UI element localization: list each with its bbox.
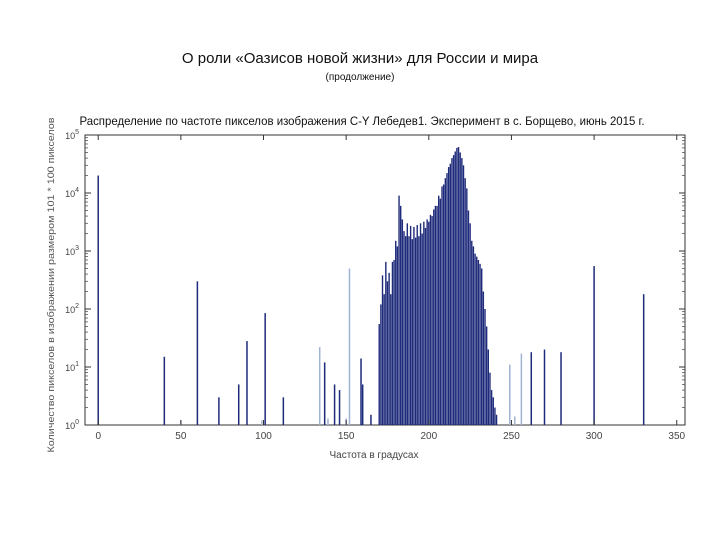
bar-dense bbox=[461, 158, 462, 425]
bar bbox=[324, 362, 326, 425]
bar bbox=[339, 390, 341, 425]
bar bbox=[197, 281, 199, 425]
bars-layer bbox=[97, 147, 644, 425]
bar bbox=[334, 384, 336, 425]
x-tick-label: 100 bbox=[255, 431, 272, 442]
bar-dense bbox=[471, 241, 472, 425]
bar bbox=[643, 294, 645, 425]
bar-dense bbox=[458, 147, 459, 425]
bar-dense bbox=[408, 236, 409, 425]
bar-dense bbox=[435, 206, 436, 425]
bar-dense bbox=[493, 397, 494, 425]
bar-dense bbox=[417, 225, 418, 425]
bar-dense bbox=[397, 246, 398, 425]
y-tick-label: $10^5$ bbox=[65, 129, 79, 141]
bar-dense bbox=[448, 167, 449, 425]
bar-dense bbox=[450, 164, 451, 425]
x-tick-label: 0 bbox=[95, 431, 102, 442]
bar-dense bbox=[445, 178, 446, 425]
bar-dense bbox=[431, 216, 432, 425]
bar-dense bbox=[440, 199, 441, 425]
bar-dense bbox=[410, 226, 411, 425]
x-tick-label: 350 bbox=[668, 431, 686, 442]
bar-dense bbox=[425, 228, 426, 425]
axes-frame bbox=[85, 135, 685, 425]
bar bbox=[164, 357, 166, 425]
bar bbox=[370, 415, 372, 425]
bar-dense bbox=[476, 257, 477, 425]
bar-dense bbox=[402, 219, 403, 425]
bar-dense bbox=[379, 324, 380, 425]
bar-dense bbox=[438, 196, 439, 425]
bar-dense bbox=[415, 238, 416, 425]
bar-dense bbox=[451, 158, 452, 425]
bar-dense bbox=[393, 260, 394, 425]
bar-dense bbox=[405, 236, 406, 425]
bar-dense bbox=[385, 262, 386, 425]
y-tick-label: $10^2$ bbox=[65, 303, 79, 315]
bar bbox=[360, 359, 362, 425]
bar-dense bbox=[481, 268, 482, 425]
slide-title: О роли «Оазисов новой жизни» для России и мира bbox=[181, 50, 539, 67]
bar-dense bbox=[453, 155, 454, 425]
bar bbox=[521, 354, 523, 425]
bar-dense bbox=[430, 215, 431, 425]
bar-dense bbox=[428, 222, 429, 425]
bar-dense bbox=[484, 309, 485, 425]
bar-dense bbox=[423, 222, 424, 425]
bar-dense bbox=[400, 206, 401, 425]
x-tick-label: 250 bbox=[503, 431, 520, 442]
bar-dense bbox=[403, 231, 404, 425]
bar bbox=[283, 397, 285, 425]
bar-dense bbox=[412, 239, 413, 425]
bar-dense bbox=[460, 152, 461, 425]
bar-dense bbox=[446, 173, 447, 425]
bar bbox=[218, 397, 220, 425]
bar bbox=[246, 341, 248, 425]
bar bbox=[560, 352, 562, 425]
bar-dense bbox=[463, 165, 464, 425]
y-tick-label: $10^0$ bbox=[65, 419, 79, 431]
bar-dense bbox=[398, 196, 399, 425]
bar-dense bbox=[382, 275, 383, 425]
x-tick-label: 200 bbox=[420, 431, 438, 442]
bar-dense bbox=[483, 292, 484, 425]
bar-dense bbox=[489, 373, 490, 425]
bar-dense bbox=[436, 206, 437, 425]
bar bbox=[261, 420, 263, 425]
bar bbox=[319, 347, 321, 425]
bar bbox=[327, 418, 329, 425]
bar bbox=[593, 266, 595, 425]
y-tick-label: $10^3$ bbox=[65, 245, 79, 257]
bar bbox=[97, 176, 99, 425]
bar-dense bbox=[418, 236, 419, 425]
bar bbox=[349, 268, 351, 425]
bar bbox=[264, 313, 266, 425]
bar-dense bbox=[426, 219, 427, 425]
plot-frame bbox=[85, 135, 685, 425]
bar-dense bbox=[486, 326, 487, 425]
bar-dense bbox=[488, 350, 489, 425]
x-axis-label: Частота в градусах bbox=[329, 450, 419, 461]
bar-dense bbox=[407, 223, 408, 425]
x-tick-label: 300 bbox=[585, 431, 603, 442]
y-axis-label-group bbox=[46, 117, 56, 452]
bar-dense bbox=[395, 241, 396, 425]
bar-dense bbox=[392, 262, 393, 425]
bar-dense bbox=[421, 234, 422, 425]
bar-dense bbox=[420, 223, 421, 425]
bar-dense bbox=[380, 304, 381, 425]
bar bbox=[531, 352, 533, 425]
bar-dense bbox=[433, 209, 434, 425]
y-axis-label: Количество пикселов в изображении размером 101 * 100 пикселов bbox=[46, 172, 56, 453]
bar-dense bbox=[479, 264, 480, 425]
chart-figure bbox=[40, 105, 700, 470]
chart-title: Распределение по частоте пикселов изображения C-Y Лебедев1. Эксперимент в с. Борщево, июнь 2015 г. bbox=[79, 114, 645, 128]
bar-dense bbox=[390, 294, 391, 425]
y-tick-label: $10^4$ bbox=[65, 187, 79, 199]
bar bbox=[544, 350, 546, 425]
bar-dense bbox=[456, 148, 457, 425]
bar-dense bbox=[383, 294, 384, 425]
bar-dense bbox=[469, 223, 470, 425]
bar-dense bbox=[413, 227, 414, 425]
bar-dense bbox=[496, 415, 497, 425]
bar-dense bbox=[468, 210, 469, 425]
x-tick-label: 150 bbox=[337, 431, 355, 442]
bar bbox=[509, 365, 511, 425]
bar-dense bbox=[473, 246, 474, 425]
bar bbox=[238, 384, 240, 425]
bar-dense bbox=[474, 254, 475, 425]
y-tick-label: $10^1$ bbox=[65, 361, 79, 373]
slide-subtitle: (продолжение) bbox=[325, 72, 395, 83]
bar-dense bbox=[478, 260, 479, 425]
bar-dense bbox=[464, 178, 465, 425]
ticks-layer bbox=[65, 129, 685, 442]
x-tick-label: 50 bbox=[175, 431, 187, 442]
bar-dense bbox=[466, 188, 467, 425]
bar bbox=[362, 384, 364, 425]
bar-dense bbox=[494, 408, 495, 425]
bar-dense bbox=[441, 186, 442, 425]
bar-dense bbox=[455, 151, 456, 425]
bar-dense bbox=[387, 281, 388, 425]
bar-dense bbox=[388, 273, 389, 425]
bar bbox=[514, 417, 516, 425]
bar-dense bbox=[443, 185, 444, 425]
bar-dense bbox=[491, 390, 492, 425]
